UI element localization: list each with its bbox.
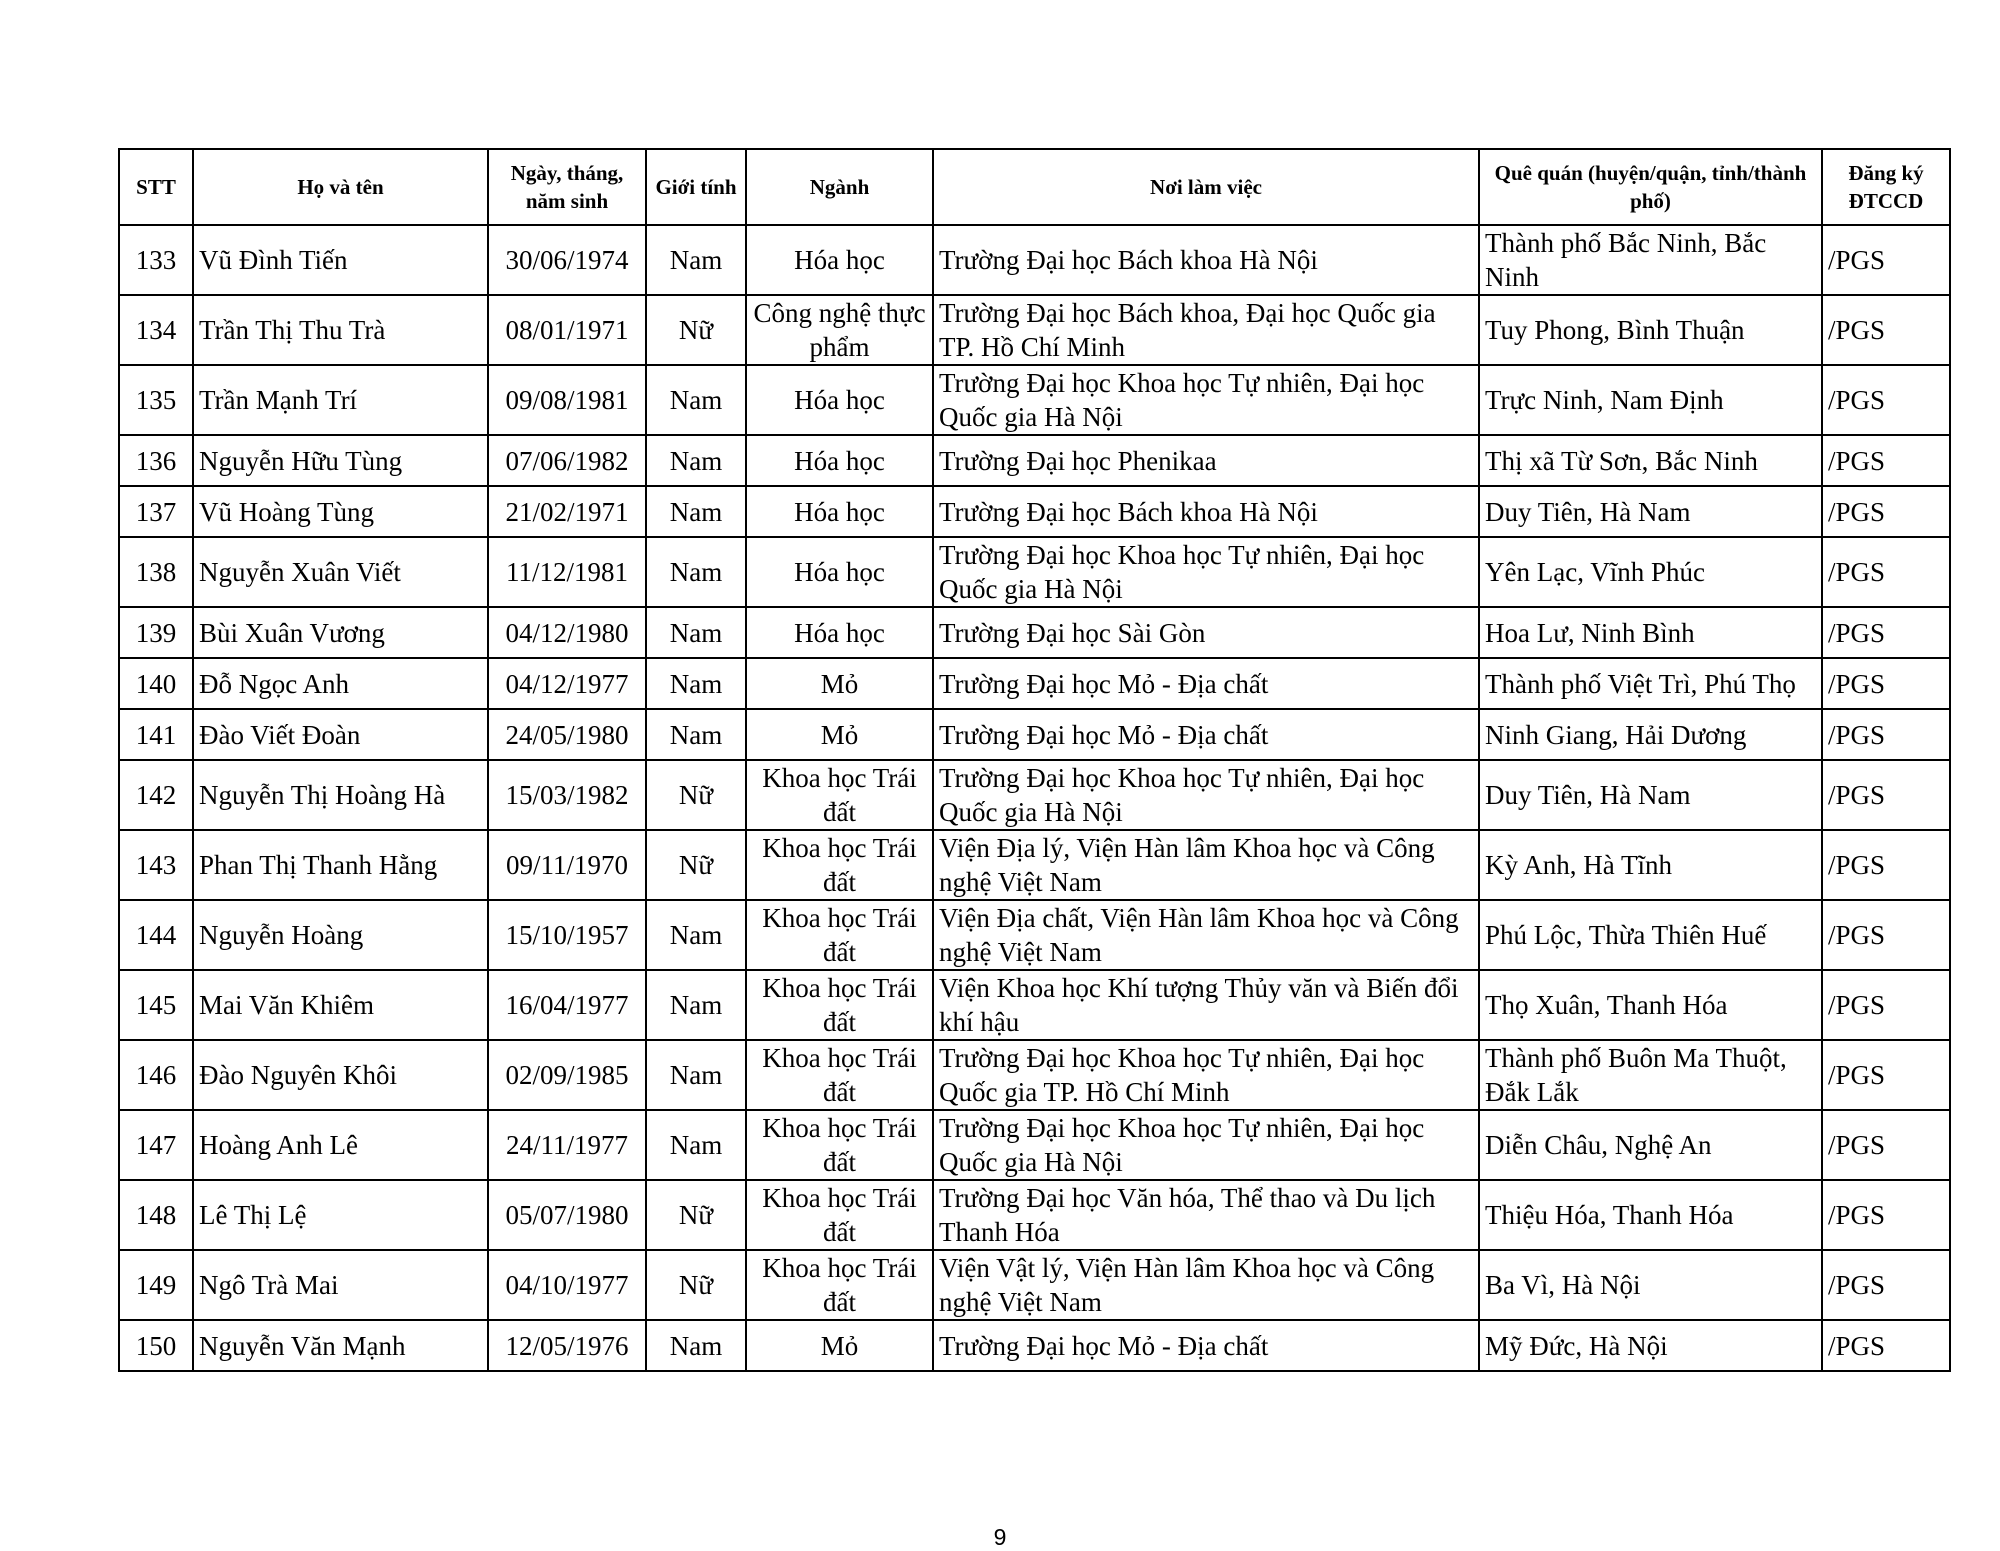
cell-dob: 30/06/1974 [488,225,646,295]
cell-stt: 134 [119,295,193,365]
cell-workplace: Trường Đại học Khoa học Tự nhiên, Đại học Quốc gia Hà Nội [933,760,1479,830]
cell-register: /PGS [1822,830,1950,900]
cell-workplace: Trường Đại học Bách khoa Hà Nội [933,225,1479,295]
cell-stt: 143 [119,830,193,900]
cell-workplace: Viện Khoa học Khí tượng Thủy văn và Biến đổi khí hậu [933,970,1479,1040]
cell-dob: 07/06/1982 [488,435,646,486]
cell-register: /PGS [1822,537,1950,607]
table-row [119,658,1950,709]
table-row [119,435,1950,486]
cell-dob: 02/09/1985 [488,1040,646,1110]
cell-hometown: Trực Ninh, Nam Định [1479,365,1822,435]
table-row [119,970,1950,1040]
cell-gender: Nam [646,1320,746,1371]
cell-dob: 04/12/1977 [488,658,646,709]
cell-stt: 145 [119,970,193,1040]
cell-register: /PGS [1822,365,1950,435]
cell-stt: 144 [119,900,193,970]
cell-register: /PGS [1822,1180,1950,1250]
cell-dob: 24/05/1980 [488,709,646,760]
cell-stt: 140 [119,658,193,709]
cell-name: Đào Nguyên Khôi [193,1040,488,1110]
cell-stt: 138 [119,537,193,607]
cell-hometown: Diễn Châu, Nghệ An [1479,1110,1822,1180]
cell-register: /PGS [1822,1040,1950,1110]
cell-stt: 150 [119,1320,193,1371]
cell-register: /PGS [1822,760,1950,830]
cell-dob: 09/08/1981 [488,365,646,435]
table-row [119,1040,1950,1110]
cell-dob: 09/11/1970 [488,830,646,900]
cell-name: Nguyễn Văn Mạnh [193,1320,488,1371]
cell-hometown: Duy Tiên, Hà Nam [1479,486,1822,537]
cell-name: Đào Viết Đoàn [193,709,488,760]
header-register: Đăng ký ĐTCCD [1822,149,1950,225]
cell-name: Vũ Hoàng Tùng [193,486,488,537]
header-workplace: Nơi làm việc [933,149,1479,225]
cell-register: /PGS [1822,1320,1950,1371]
cell-stt: 146 [119,1040,193,1110]
cell-hometown: Thọ Xuân, Thanh Hóa [1479,970,1822,1040]
cell-name: Mai Văn Khiêm [193,970,488,1040]
cell-name: Ngô Trà Mai [193,1250,488,1320]
cell-workplace: Trường Đại học Bách khoa Hà Nội [933,486,1479,537]
cell-name: Nguyễn Xuân Viết [193,537,488,607]
cell-stt: 149 [119,1250,193,1320]
page-number: 9 [993,1524,1007,1550]
cell-workplace: Trường Đại học Mỏ - Địa chất [933,658,1479,709]
cell-gender: Nữ [646,295,746,365]
cell-gender: Nữ [646,760,746,830]
cell-hometown: Thành phố Buôn Ma Thuột, Đắk Lắk [1479,1040,1822,1110]
cell-register: /PGS [1822,435,1950,486]
cell-stt: 135 [119,365,193,435]
cell-gender: Nam [646,1110,746,1180]
table-row [119,1320,1950,1371]
cell-stt: 136 [119,435,193,486]
cell-hometown: Phú Lộc, Thừa Thiên Huế [1479,900,1822,970]
cell-register: /PGS [1822,1110,1950,1180]
cell-stt: 133 [119,225,193,295]
cell-dob: 04/12/1980 [488,607,646,658]
cell-stt: 141 [119,709,193,760]
cell-workplace: Viện Địa lý, Viện Hàn lâm Khoa học và Công nghệ Việt Nam [933,830,1479,900]
cell-field: Hóa học [746,225,933,295]
cell-field: Khoa học Trái đất [746,970,933,1040]
cell-dob: 12/05/1976 [488,1320,646,1371]
cell-dob: 08/01/1971 [488,295,646,365]
cell-dob: 21/02/1971 [488,486,646,537]
cell-dob: 24/11/1977 [488,1110,646,1180]
cell-field: Mỏ [746,709,933,760]
cell-gender: Nữ [646,830,746,900]
cell-field: Khoa học Trái đất [746,1040,933,1110]
table-row [119,607,1950,658]
cell-workplace: Trường Đại học Sài Gòn [933,607,1479,658]
cell-gender: Nam [646,225,746,295]
cell-gender: Nam [646,537,746,607]
cell-hometown: Thiệu Hóa, Thanh Hóa [1479,1180,1822,1250]
cell-name: Nguyễn Thị Hoàng Hà [193,760,488,830]
table-header-row [119,149,1950,225]
cell-field: Khoa học Trái đất [746,1110,933,1180]
cell-stt: 142 [119,760,193,830]
cell-hometown: Duy Tiên, Hà Nam [1479,760,1822,830]
cell-workplace: Viện Vật lý, Viện Hàn lâm Khoa học và Công nghệ Việt Nam [933,1250,1479,1320]
cell-hometown: Thị xã Từ Sơn, Bắc Ninh [1479,435,1822,486]
cell-field: Hóa học [746,607,933,658]
cell-field: Hóa học [746,537,933,607]
header-gender: Giới tính [646,149,746,225]
cell-hometown: Hoa Lư, Ninh Bình [1479,607,1822,658]
cell-register: /PGS [1822,486,1950,537]
cell-workplace: Trường Đại học Phenikaa [933,435,1479,486]
table-row [119,365,1950,435]
candidate-table [118,148,1951,1372]
cell-gender: Nam [646,435,746,486]
cell-hometown: Mỹ Đức, Hà Nội [1479,1320,1822,1371]
cell-dob: 11/12/1981 [488,537,646,607]
cell-dob: 15/10/1957 [488,900,646,970]
cell-field: Mỏ [746,658,933,709]
cell-stt: 139 [119,607,193,658]
cell-register: /PGS [1822,607,1950,658]
cell-register: /PGS [1822,900,1950,970]
cell-register: /PGS [1822,295,1950,365]
table-row [119,1110,1950,1180]
cell-workplace: Viện Địa chất, Viện Hàn lâm Khoa học và Công nghệ Việt Nam [933,900,1479,970]
header-dob: Ngày, tháng, năm sinh [488,149,646,225]
cell-register: /PGS [1822,225,1950,295]
table-row [119,709,1950,760]
header-name: Họ và tên [193,149,488,225]
cell-field: Khoa học Trái đất [746,1180,933,1250]
cell-dob: 15/03/1982 [488,760,646,830]
cell-name: Lê Thị Lệ [193,1180,488,1250]
table-row [119,1180,1950,1250]
cell-stt: 147 [119,1110,193,1180]
cell-name: Trần Mạnh Trí [193,365,488,435]
cell-hometown: Kỳ Anh, Hà Tĩnh [1479,830,1822,900]
cell-name: Phan Thị Thanh Hằng [193,830,488,900]
cell-gender: Nữ [646,1250,746,1320]
cell-workplace: Trường Đại học Khoa học Tự nhiên, Đại học Quốc gia Hà Nội [933,1110,1479,1180]
cell-name: Trần Thị Thu Trà [193,295,488,365]
cell-gender: Nam [646,658,746,709]
cell-dob: 05/07/1980 [488,1180,646,1250]
cell-field: Hóa học [746,435,933,486]
cell-workplace: Trường Đại học Bách khoa, Đại học Quốc gia TP. Hồ Chí Minh [933,295,1479,365]
cell-field: Khoa học Trái đất [746,1250,933,1320]
cell-hometown: Thành phố Bắc Ninh, Bắc Ninh [1479,225,1822,295]
table-row [119,225,1950,295]
header-field: Ngành [746,149,933,225]
cell-gender: Nam [646,607,746,658]
cell-name: Nguyễn Hoàng [193,900,488,970]
cell-gender: Nam [646,970,746,1040]
cell-workplace: Trường Đại học Khoa học Tự nhiên, Đại học Quốc gia TP. Hồ Chí Minh [933,1040,1479,1110]
cell-register: /PGS [1822,1250,1950,1320]
cell-hometown: Ninh Giang, Hải Dương [1479,709,1822,760]
cell-register: /PGS [1822,709,1950,760]
cell-field: Hóa học [746,365,933,435]
cell-stt: 148 [119,1180,193,1250]
table-row [119,537,1950,607]
cell-gender: Nam [646,365,746,435]
cell-field: Mỏ [746,1320,933,1371]
cell-gender: Nữ [646,1180,746,1250]
cell-hometown: Tuy Phong, Bình Thuận [1479,295,1822,365]
table-row [119,830,1950,900]
cell-name: Hoàng Anh Lê [193,1110,488,1180]
cell-gender: Nam [646,1040,746,1110]
cell-field: Khoa học Trái đất [746,900,933,970]
table-row [119,1250,1950,1320]
cell-hometown: Thành phố Việt Trì, Phú Thọ [1479,658,1822,709]
header-stt: STT [119,149,193,225]
table-row [119,900,1950,970]
table-row [119,295,1950,365]
table-row [119,760,1950,830]
cell-gender: Nam [646,486,746,537]
cell-dob: 04/10/1977 [488,1250,646,1320]
cell-stt: 137 [119,486,193,537]
table-row [119,486,1950,537]
table-body [119,225,1950,1371]
cell-name: Bùi Xuân Vương [193,607,488,658]
cell-hometown: Ba Vì, Hà Nội [1479,1250,1822,1320]
cell-field: Khoa học Trái đất [746,760,933,830]
cell-field: Hóa học [746,486,933,537]
cell-hometown: Yên Lạc, Vĩnh Phúc [1479,537,1822,607]
cell-gender: Nam [646,900,746,970]
cell-gender: Nam [646,709,746,760]
cell-name: Nguyễn Hữu Tùng [193,435,488,486]
cell-field: Công nghệ thực phẩm [746,295,933,365]
cell-workplace: Trường Đại học Văn hóa, Thể thao và Du lịch Thanh Hóa [933,1180,1479,1250]
cell-dob: 16/04/1977 [488,970,646,1040]
header-hometown: Quê quán (huyện/quận, tỉnh/thành phố) [1479,149,1822,225]
cell-name: Đỗ Ngọc Anh [193,658,488,709]
cell-workplace: Trường Đại học Mỏ - Địa chất [933,709,1479,760]
cell-register: /PGS [1822,658,1950,709]
cell-field: Khoa học Trái đất [746,830,933,900]
cell-workplace: Trường Đại học Khoa học Tự nhiên, Đại học Quốc gia Hà Nội [933,365,1479,435]
cell-workplace: Trường Đại học Khoa học Tự nhiên, Đại học Quốc gia Hà Nội [933,537,1479,607]
cell-name: Vũ Đình Tiến [193,225,488,295]
cell-register: /PGS [1822,970,1950,1040]
cell-workplace: Trường Đại học Mỏ - Địa chất [933,1320,1479,1371]
